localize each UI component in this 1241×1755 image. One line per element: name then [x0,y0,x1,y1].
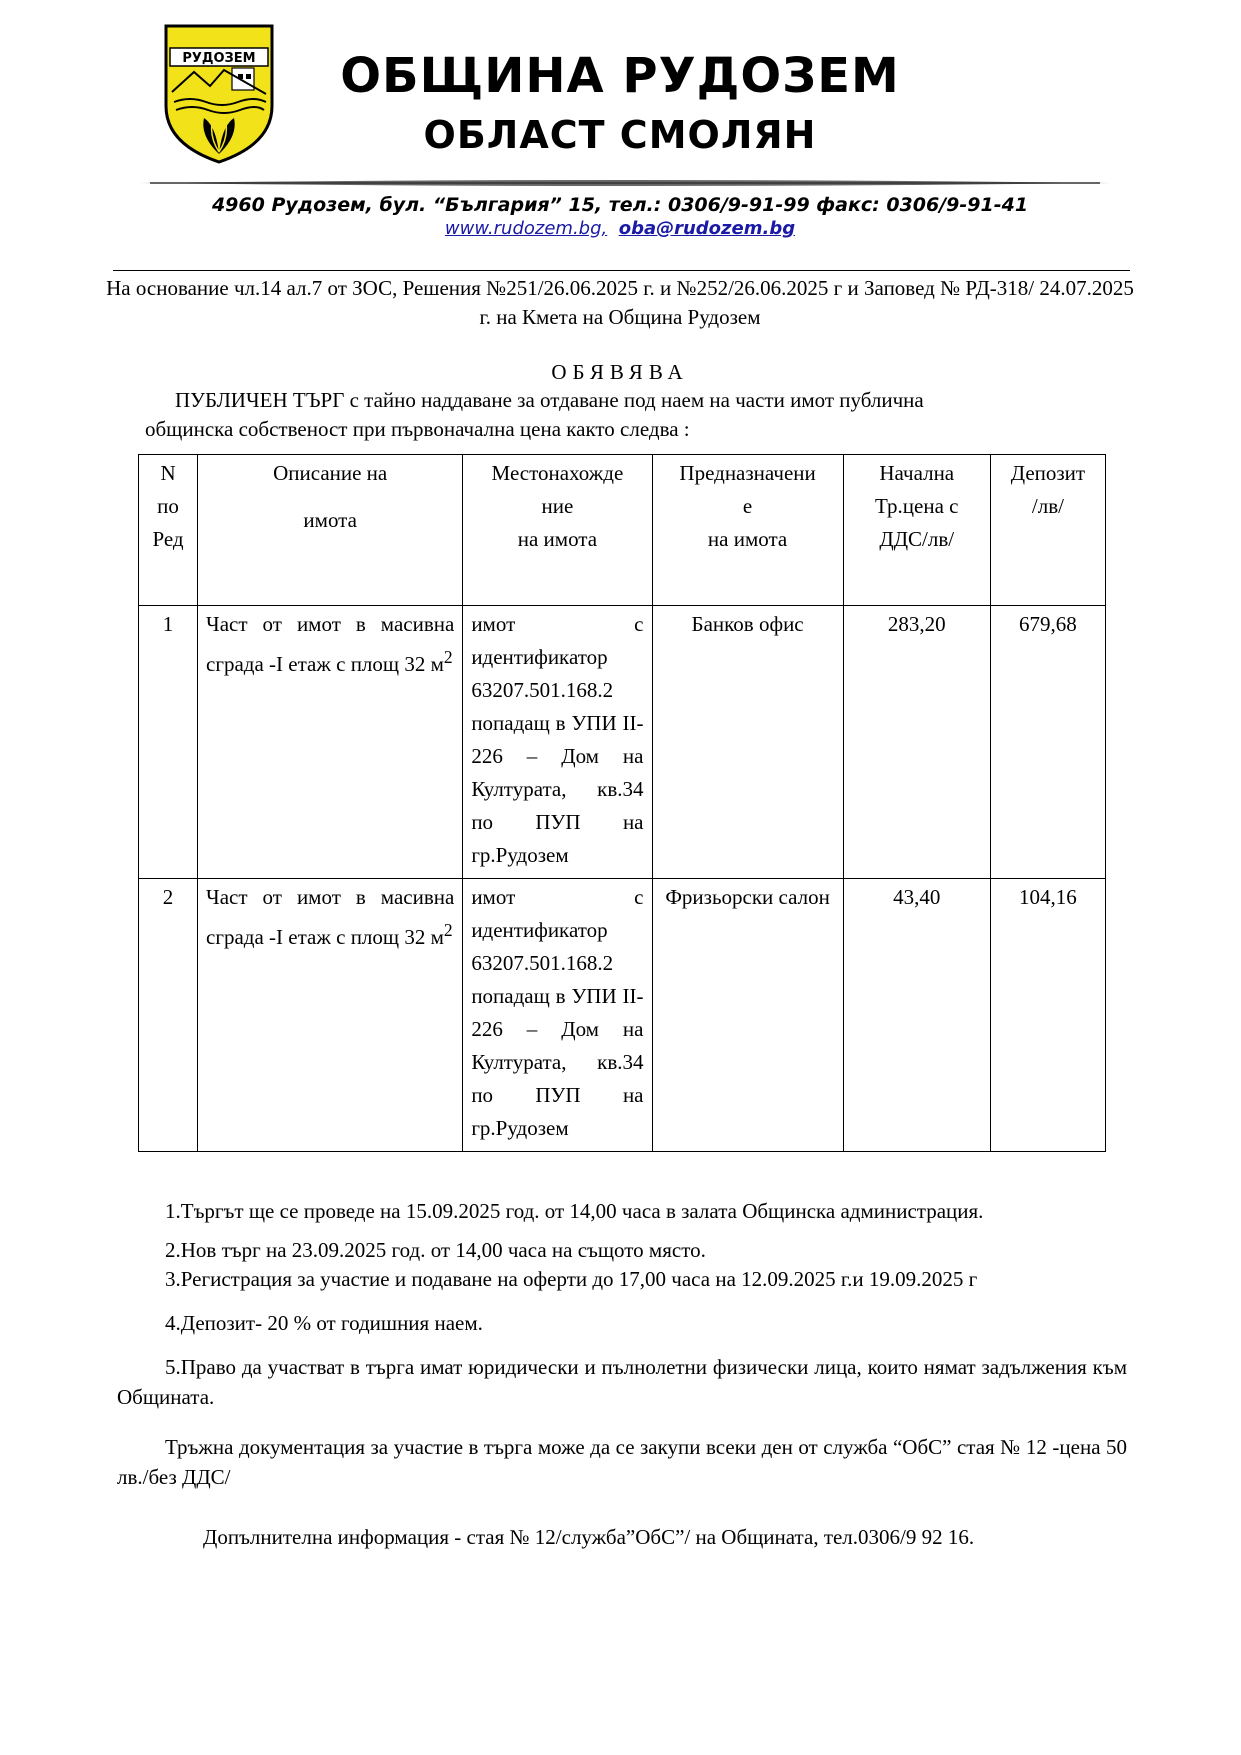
header-location: Местонахожде ние на имота [463,455,652,606]
property-description: Част от имот в масивна сграда -I етаж с площ 32 $м^2$ [198,879,463,1152]
intro-line-1: ПУБЛИЧЕН ТЪРГ с тайно наддаване за отдаване под наем на части имот публична [175,388,924,412]
property-location: имот с идентификатор 63207.501.168.2 попадащ в УПИ II-226 – Дом на Културата, кв.34 по ПУП на гр.Рудозем [463,606,652,879]
property-location: имот с идентификатор 63207.501.168.2 попадащ в УПИ II-226 – Дом на Културата, кв.34 по ПУП на гр.Рудозем [463,879,652,1152]
header-deposit: Депозит /лв/ [990,455,1105,606]
note-new-auction: 2.Нов търг на 23.09.2025 год. от 14,00 часа на същото място. [165,1238,706,1262]
municipality-title: ОБЩИНА РУДОЗЕМ [340,48,900,104]
note-registration: 3.Регистрация за участие и подаване на оферти до 17,00 часа на 12.09.2025 г.и 19.09.2025 г [165,1267,978,1291]
note-auction-date: 1.Търгът ще се проведе на 15.09.2025 год. от 14,00 часа в залата Общинска администрация. [165,1199,984,1223]
note-eligibility: 5.Право да участват в търга имат юридически и пълнолетни физически лица, които нямат задължения към Общината. [117,1355,1127,1409]
section-divider [113,270,1130,271]
row-number: 1 [139,606,198,879]
header-price: Начална Тр.цена с ДДС/лв/ [843,455,990,606]
intro-line-2: общинска собственост при първоначална цена както следва : [145,417,690,441]
legal-basis-text: На основание чл.14 ал.7 от ЗОС, Решения №251/26.06.2025 г. и №252/26.06.2025 г и Заповед № РД-318/ 24.07.2025 г. на Кмета на Община Рудозем [106,276,1134,329]
header-description: Описание на имота [198,455,463,606]
header-no: N по Ред [139,455,198,606]
note-additional-info: Допълнителна информация - стая № 12/служба”ОбС”/ на Общината, тел.0306/9 92 16. [203,1525,975,1549]
property-purpose: Фризьорски салон [652,879,843,1152]
announcement-intro [145,386,1105,444]
contact-links [120,218,1120,240]
email-link[interactable]: oba@rudozem.bg [618,218,796,239]
initial-price: 283,20 [843,606,990,879]
website-link[interactable]: www.rudozem.bg, [444,218,608,239]
contact-address: 4960 Рудозем, бул. “България” 15, тел.: 0306/9-91-99 факс: 0306/9-91-41 [211,194,1029,216]
properties-table [138,454,1106,1152]
table-row [139,879,1106,1152]
property-purpose: Банков офис [652,606,843,879]
municipality-coat-of-arms-logo [160,22,278,164]
note-deposit: 4.Депозит- 20 % от годишния наем. [165,1311,483,1335]
header-divider [140,178,1110,188]
svg-text:РУДОЗЕМ: РУДОЗЕМ [182,51,256,66]
deposit-amount: 104,16 [990,879,1105,1152]
table-row [139,606,1106,879]
property-description: Част от имот в масивна сграда -I етаж с площ 32 $м^2$ [198,606,463,879]
note-documentation: Тръжна документация за участие в търга може да се закупи всеки ден от служба “ОбС” стая № 12 -цена 50 лв./без ДДС/ [117,1435,1127,1489]
deposit-amount: 679,68 [990,606,1105,879]
header-purpose: Предназначени е на имота [652,455,843,606]
row-number: 2 [139,879,198,1152]
announcement-heading: ОБЯВЯВА [551,360,689,384]
initial-price: 43,40 [843,879,990,1152]
table-header-row [139,455,1106,606]
region-subtitle: ОБЛАСТ СМОЛЯН [423,113,817,157]
